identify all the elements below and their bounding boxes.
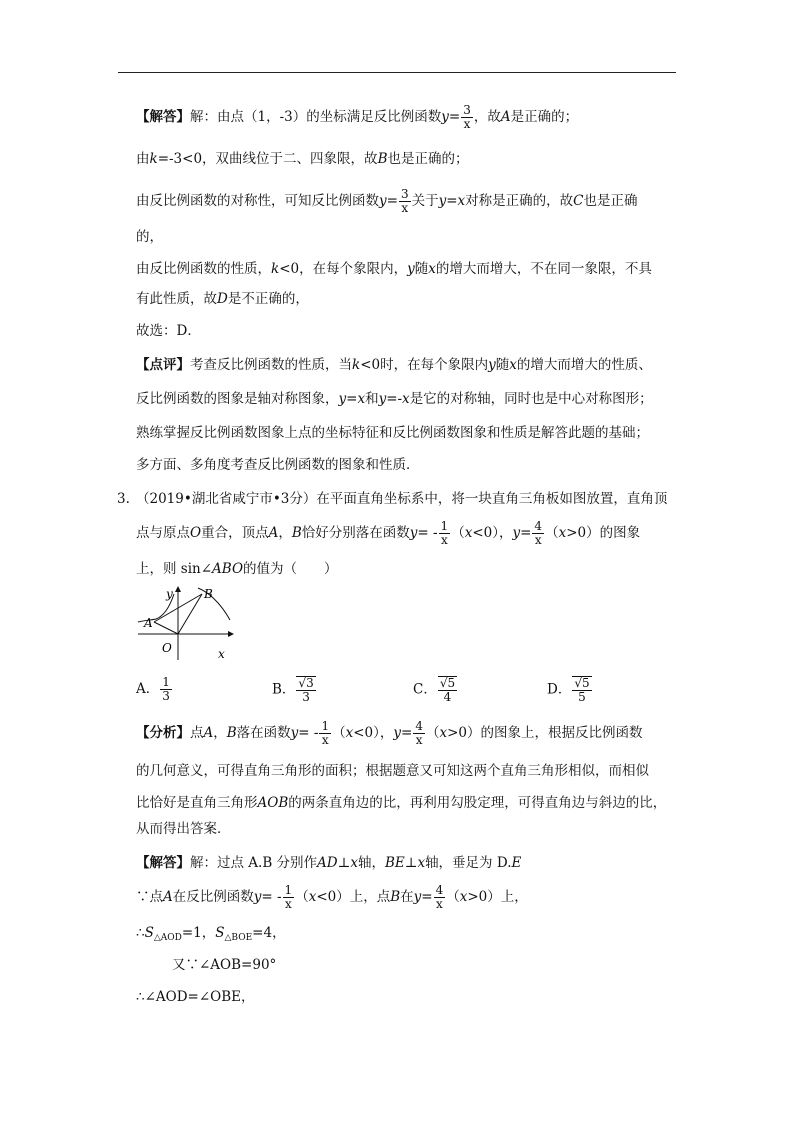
curve-right-branch xyxy=(198,588,230,620)
analysis-line3: 比恰好是直角三角形AOB的两条直角边的比，再利用勾股定理，可得直角边与斜边的比， xyxy=(136,795,667,811)
comment-line2: 反比例函数的图象是轴对称图象，y=x和y=-x是它的对称轴，同时也是中心对称图形； xyxy=(136,391,653,407)
answer1-line6: 有此性质，故D是不正确的， xyxy=(136,291,309,307)
comment-line4: 多方面、多角度考查反比例函数的图象和性质． xyxy=(136,457,420,473)
option-a[interactable]: A． $\frac{1}{3}$ xyxy=(136,675,170,703)
point-label-A: A xyxy=(144,616,153,630)
option-b[interactable]: B． $\frac{√3}{3}$ xyxy=(272,676,314,704)
question-line3: 上，则 sin∠ABO的值为（ ） xyxy=(136,561,338,577)
answer1-line7: 故选：D． xyxy=(136,323,201,339)
y-axis-arrow xyxy=(175,586,181,592)
axis-label-x: x xyxy=(218,647,225,661)
question-line1: （2019•湖北省咸宁市•3分）在平面直角坐标系中，将一块直角三角板如图放置，直角顶 xyxy=(136,491,668,507)
answer2-line1: 【解答】解：过点 A.B 分别作AD⊥x轴，BE⊥x轴，垂足为 D.E xyxy=(136,855,522,871)
answer2-line5: ∴∠AOD=∠OBE， xyxy=(136,989,255,1005)
question-line2: 点与原点O重合，顶点A，B恰好分别落在函数y= - $\frac{1}{x}$ （x<0），y= $\frac{4}{x}$ （x>0）的图象 xyxy=(136,519,641,547)
point-label-O: O xyxy=(162,641,172,655)
analysis-line4: 从而得出答案． xyxy=(136,821,231,837)
coordinate-figure xyxy=(132,584,242,664)
answer2-line2: ∵点A在反比例函数y= - $\frac{1}{x}$ （x<0）上，点B在y= $\frac{4}{x}$ （x>0）上， xyxy=(136,883,528,911)
analysis-line1: 【分析】点A，B落在函数y= - $\frac{1}{x}$ （x<0），y= $\frac{4}{x}$ （x>0）的图象上，根据反比例函数 xyxy=(136,719,643,747)
analysis-line2: 的几何意义，可得直角三角形的面积；根据题意又可知这两个直角三角形相似，而相似 xyxy=(136,763,649,779)
segment-OB xyxy=(178,594,202,634)
answer1-line4: 的， xyxy=(136,229,163,245)
x-axis-arrow xyxy=(228,631,234,637)
answer1-line5: 由反比例函数的性质，k<0，在每个象限内，y随x的增大而增大，不在同一象限，不具 xyxy=(136,261,652,277)
segment-OA xyxy=(154,622,178,634)
option-c[interactable]: C． $\frac{√5}{4}$ xyxy=(413,676,456,704)
answer1-line2: 由k=-3<0，双曲线位于二、四象限，故B也是正确的； xyxy=(136,151,469,167)
question-number: 3. xyxy=(117,491,130,507)
answer2-line4: 又∵∠AOB=90° xyxy=(172,957,277,973)
answer1-line3: 由反比例函数的对称性，可知反比例函数y= $\frac{3}{x}$ 关于y=x对称是正确的，故C也是正确 xyxy=(136,187,638,215)
comment-line3: 熟练掌握反比例函数图象上点的坐标特征和反比例函数图象和性质是解答此题的基础； xyxy=(136,425,649,441)
header-rule xyxy=(118,72,676,73)
axis-label-y: y xyxy=(166,587,173,601)
comment-line1: 【点评】考查反比例函数的性质，当k<0时，在每个象限内y随x的增大而增大的性质、 xyxy=(136,357,652,373)
answer2-line3: $\therefore S_{\triangle AOD}=1$，$S_{\triangle BOE}=4$， xyxy=(136,925,286,943)
point-label-B: B xyxy=(204,587,213,601)
answer1-line1: 【解答】解：由点（1，-3）的坐标满足反比例函数y= $\frac{3}{x}$ ，故A是正确的； xyxy=(136,103,579,131)
option-d[interactable]: D． $\frac{√5}{5}$ xyxy=(547,676,590,704)
